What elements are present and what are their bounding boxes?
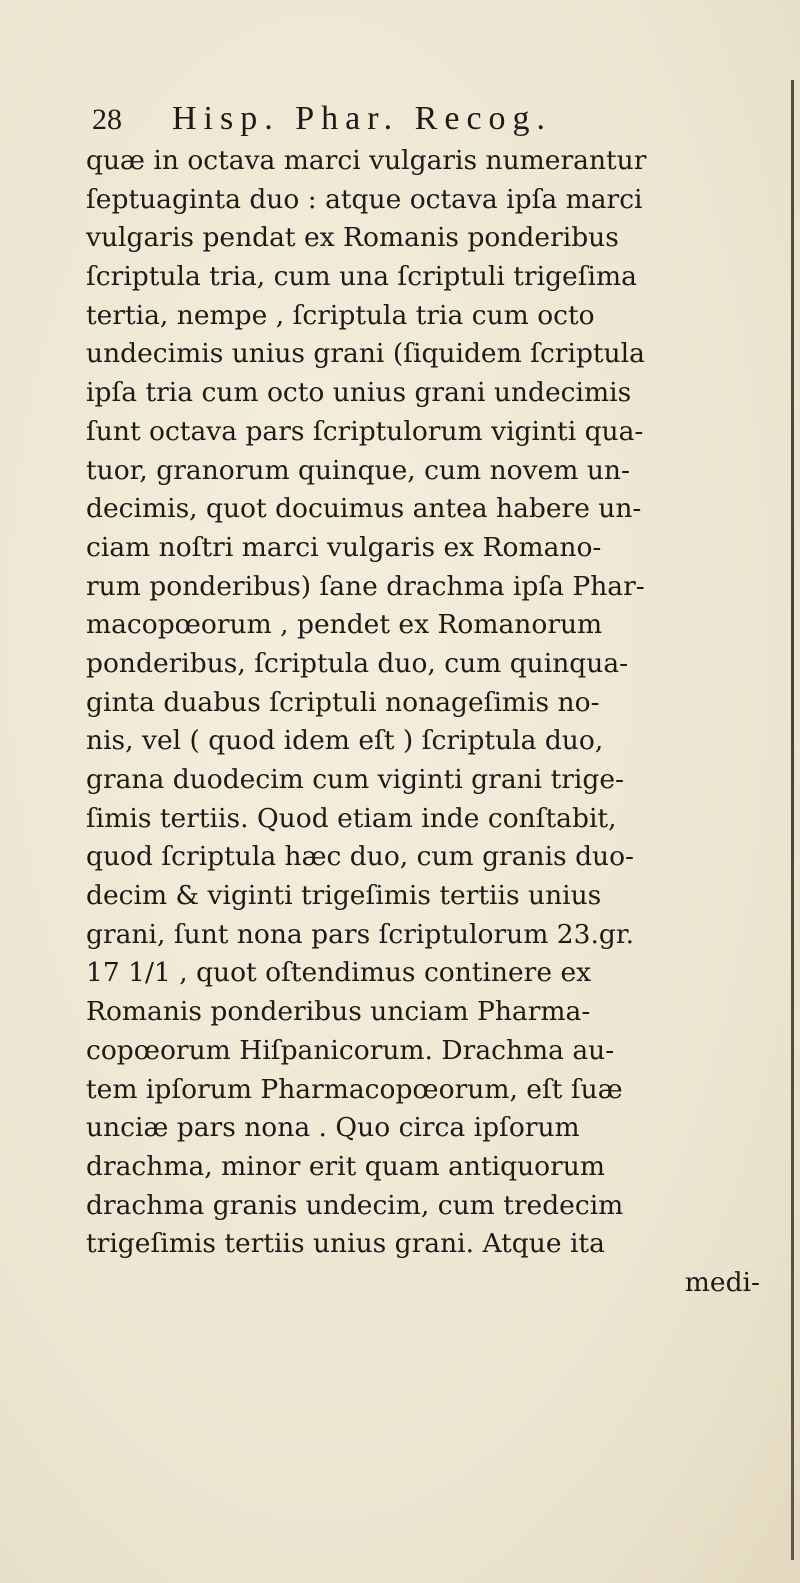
text-line: quæ in octava marci vulgaris numerantur [86,145,647,176]
page-header [86,100,776,140]
text-line: decim & viginti trigeſimis tertiis unius [86,880,602,912]
text-line: grana duodecim cum viginti grani trige- [86,764,624,795]
text-line: Romanis ponderibus unciam Pharma- [86,996,591,1028]
text-line: tertia, nempe , ſcriptula tria cum octo [86,299,595,331]
text-line: 17 1/1 , quot oſtendimus continere ex [86,957,592,989]
catchword: medi- [684,1266,760,1298]
text-line: macopœorum , pendet ex Romanorum [86,609,603,641]
text-line: rum ponderibus) ſane drachma ipſa Phar- [86,570,645,602]
text-line: nis, vel ( quod idem eſt ) ſcriptula duo, [86,725,604,757]
text-block [86,100,776,1303]
text-line: ſunt octava pars ſcriptulorum viginti qua- [86,415,644,447]
text-line: ipſa tria cum octo unius grani undecimis [86,377,632,409]
text-line: drachma granis undecim, cum tredecim [86,1189,624,1221]
page-number: 28 [92,103,122,136]
text-line: ſeptuaginta duo : atque octava ipſa marci [86,183,643,215]
text-line: undecimis unius grani (ſiquidem ſcriptula [86,338,645,370]
text-line: tem ipſorum Pharmacopœorum, eſt ſuæ [86,1073,623,1105]
text-line: ponderibus, ſcriptula duo, cum quinqua- [86,647,629,679]
page-edge-shadow [791,80,794,1560]
text-line: ſimis tertiis. Quod etiam inde conſtabit, [86,802,617,834]
text-line: vulgaris pendat ex Romanis ponderibus [86,222,619,254]
text-line: trigeſimis tertiis unius grani. Atque ita [86,1228,605,1260]
text-line: ſcriptula tria, cum una ſcriptuli trigeſima [86,261,637,293]
text-line: ginta duabus ſcriptuli nonageſimis no- [86,686,600,718]
text-line: grani, ſunt nona pars ſcriptulorum 23.gr. [86,918,635,950]
text-line: quod ſcriptula hæc duo, cum granis duo- [86,841,635,873]
text-line: copœorum Hiſpanicorum. Drachma au- [86,1034,615,1066]
text-line: ciam noſtri marci vulgaris ex Romano- [86,531,602,563]
body-text [86,142,776,1303]
text-line: tuor, granorum quinque, cum novem un- [86,454,630,486]
text-line: decimis, quot docuimus antea habere un- [86,493,642,525]
text-line: drachma, minor erit quam antiquorum [86,1150,605,1182]
text-line: unciæ pars nona . Quo circa ipſorum [86,1112,580,1144]
running-title: Hisp. Phar. Recog. [172,100,553,137]
